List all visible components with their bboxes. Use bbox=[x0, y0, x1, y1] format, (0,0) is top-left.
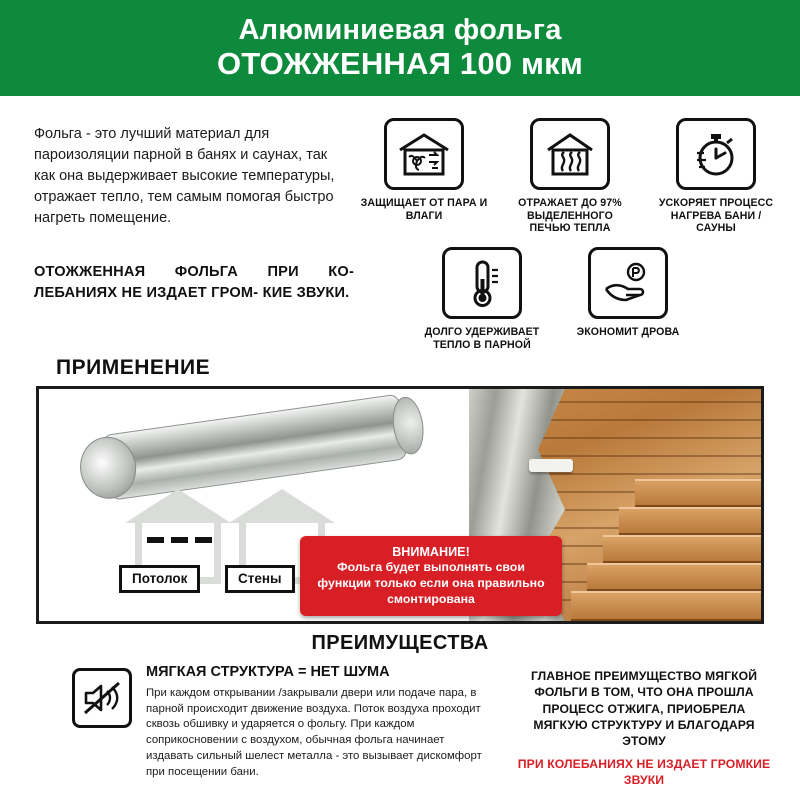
intro-paragraph: Фольга - это лучший материал для пароизоляции парной в банях и саунах, так как она выдерживает высокие температуры, отражает тепло, тем самым помогая быстро нагреть помещение. bbox=[34, 126, 335, 227]
warning-banner bbox=[300, 536, 562, 616]
thermometer-icon bbox=[442, 247, 522, 319]
tag-walls: Стены bbox=[225, 565, 295, 593]
house-roof bbox=[229, 489, 335, 523]
feature-icon-grid bbox=[360, 118, 790, 352]
feature-row-top bbox=[360, 118, 790, 235]
feature-caption: ОТРАЖАЕТ ДО 97% ВЫДЕЛЕННОГО ПЕЧЬЮ ТЕПЛА bbox=[518, 197, 622, 235]
feature-caption: ЗАЩИЩАЕТ ОТ ПАРА И ВЛАГИ bbox=[360, 197, 488, 222]
header-title-line2: ОТОЖЖЕННАЯ 100 мкм bbox=[216, 46, 584, 82]
feature-reflects-heat bbox=[506, 118, 634, 235]
towel bbox=[529, 459, 573, 472]
stopwatch-icon bbox=[676, 118, 756, 190]
feature-caption: УСКОРЯЕТ ПРОЦЕСС НАГРЕВА БАНИ / САУНЫ bbox=[658, 197, 774, 235]
advantage-main-text: ГЛАВНОЕ ПРЕИМУЩЕСТВО МЯГКОЙ ФОЛЬГИ В ТОМ, ЧТО ОНА ПРОШЛА ПРОЦЕСС ОТЖИГА, ПРИОБРЕЛА МЯГКУЮ СТРУКТУРУ И БЛАГОДАРЯ ЭТОМУ bbox=[530, 669, 758, 749]
house-vapor-moisture-icon bbox=[384, 118, 464, 190]
feature-protects-vapor bbox=[360, 118, 488, 235]
warning-text: Фольга будет выполнять свои функции только если она правильно смонтирована bbox=[317, 560, 545, 606]
advantage-main-benefit bbox=[516, 668, 772, 788]
feature-row-bottom bbox=[418, 247, 790, 351]
feature-speeds-heating bbox=[652, 118, 780, 235]
advantage-soft-structure bbox=[72, 664, 492, 780]
application-title: ПРИМЕНЕНИЕ bbox=[56, 356, 211, 379]
feature-saves-firewood bbox=[564, 247, 692, 351]
mute-speaker-icon bbox=[72, 668, 132, 728]
header-title-line1: Алюминиевая фольга bbox=[238, 13, 562, 46]
feature-caption: ЭКОНОМИТ ДРОВА bbox=[576, 326, 680, 339]
house-heat-reflect-icon bbox=[530, 118, 610, 190]
feature-holds-heat bbox=[418, 247, 546, 351]
header-divider bbox=[0, 96, 800, 100]
poster-header bbox=[0, 0, 800, 96]
house-roof bbox=[125, 489, 231, 523]
intro-bold-statement: ОТОЖЖЕННАЯ ФОЛЬГА ПРИ КО- ЛЕБАНИЯХ НЕ ИЗДАЕТ ГРОМ- КИЕ ЗВУКИ. bbox=[34, 264, 354, 301]
tag-ceiling: Потолок bbox=[119, 565, 200, 593]
ceiling-dashes bbox=[147, 537, 212, 543]
advantage-heading: МЯГКАЯ СТРУКТУРА = НЕТ ШУМА bbox=[146, 664, 390, 680]
advantage-main-highlight: ПРИ КОЛЕБАНИЯХ НЕ ИЗДАЕТ ГРОМКИЕ ЗВУКИ bbox=[517, 756, 771, 788]
warning-title: ВНИМАНИЕ! bbox=[392, 545, 470, 559]
advantages-title: ПРЕИМУЩЕСТВА bbox=[311, 632, 489, 654]
hand-coin-icon bbox=[588, 247, 668, 319]
advantage-body: При каждом открывании /закрывали двери или подаче пара, в парной происходит движение воздуха. Поток воздуха проходит сквозь обшивку и ударяется о фольгу. При каждом соприкосновении с воздухом, обычная фольга начинает издавать сильный шелест металла - это вызывает дискомфорт при посещении бани. bbox=[146, 687, 482, 778]
sauna-steps bbox=[571, 451, 761, 621]
foil-roll-body bbox=[102, 394, 408, 501]
advantage-text-block bbox=[146, 664, 492, 780]
feature-caption: ДОЛГО УДЕРЖИВАЕТ ТЕПЛО В ПАРНОЙ bbox=[424, 326, 540, 351]
